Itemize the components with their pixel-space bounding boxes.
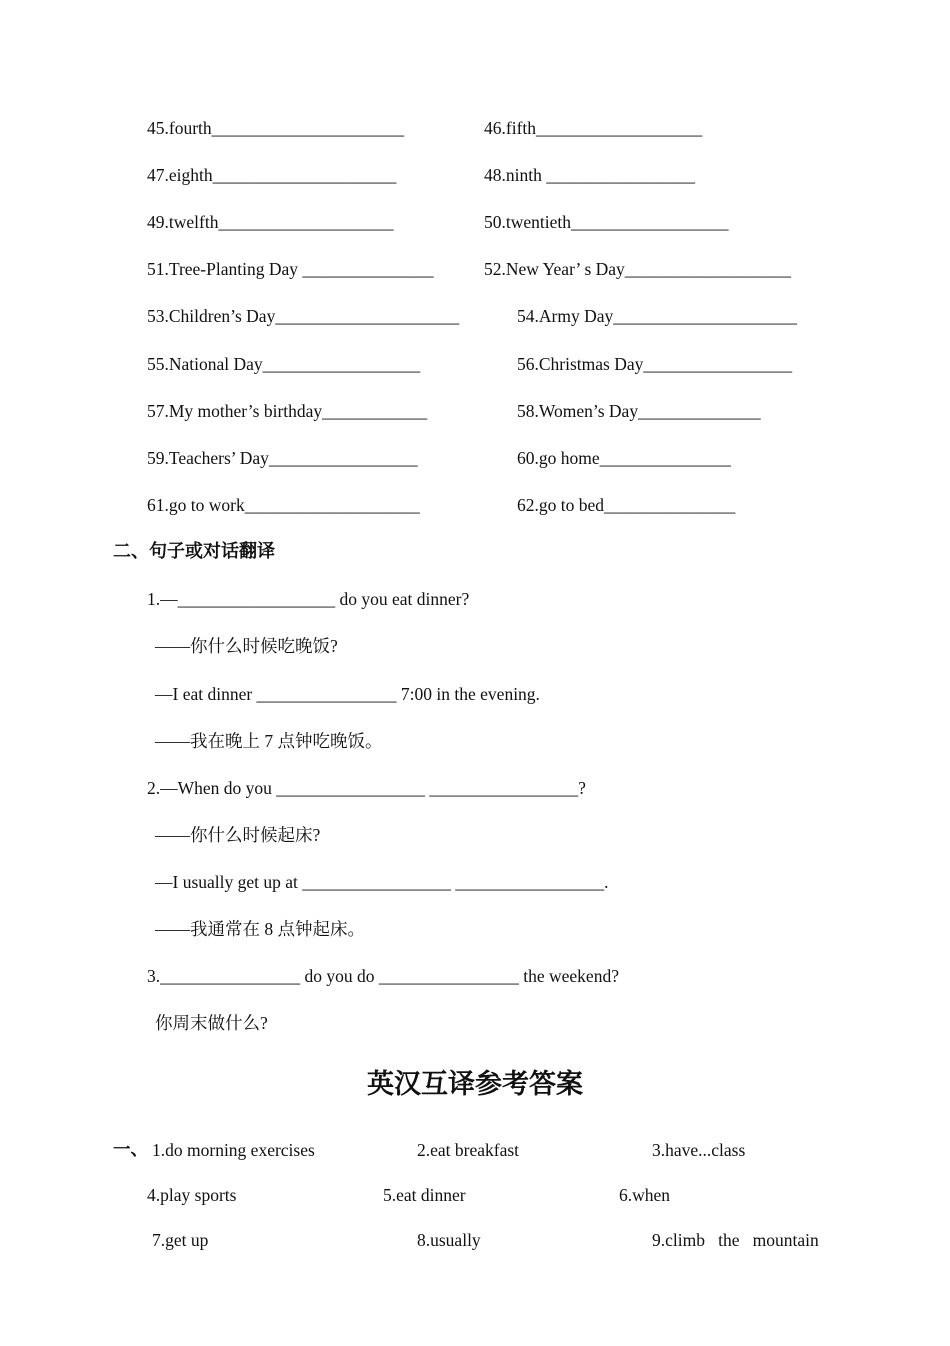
vocab-item-59: 59.Teachers’ Day_________________ [147,448,418,468]
answer-item-2: 2.eat breakfast [417,1140,520,1160]
dialogue-line: ——我通常在 8 点钟起床。 [155,919,365,939]
dialogue-line: 你周末做什么? [155,1013,268,1033]
vocab-item-58: 58.Women’s Day______________ [517,401,761,421]
answer-item-5: 5.eat dinner [383,1185,466,1205]
dialogue-line: ——我在晚上 7 点钟吃晚饭。 [155,731,383,751]
dialogue-line: 1.—__________________ do you eat dinner? [147,589,470,609]
vocab-item-60: 60.go home_______________ [517,448,731,468]
answer-item-8: 8.usually [417,1230,481,1250]
vocab-item-55: 55.National Day__________________ [147,354,421,374]
answer-item-9: 9.climb the mountain [652,1230,819,1250]
dialogue-line: —I eat dinner ________________ 7:00 in the evening. [155,684,540,704]
vocab-item-54: 54.Army Day_____________________ [517,306,797,326]
vocab-item-61: 61.go to work____________________ [147,495,420,515]
answer-item-3: 3.have...class [652,1140,746,1160]
vocab-item-51: 51.Tree-Planting Day _______________ [147,259,434,279]
answer-item-1: 1.do morning exercises [152,1140,315,1160]
vocab-item-50: 50.twentieth__________________ [484,212,729,232]
vocab-item-47: 47.eighth_____________________ [147,165,397,185]
vocab-item-53: 53.Children’s Day_____________________ [147,306,460,326]
vocab-item-52: 52.New Year’ s Day___________________ [484,259,792,279]
vocab-item-56: 56.Christmas Day_________________ [517,354,793,374]
dialogue-line: ——你什么时候起床? [155,825,321,845]
vocab-item-62: 62.go to bed_______________ [517,495,736,515]
answer-item-6: 6.when [619,1185,671,1205]
vocab-item-45: 45.fourth______________________ [147,118,405,138]
dialogue-line: ——你什么时候吃晚饭? [155,636,338,656]
vocab-item-46: 46.fifth___________________ [484,118,703,138]
dialogue-line: 3.________________ do you do ________________ the weekend? [147,966,619,986]
vocab-item-49: 49.twelfth____________________ [147,212,394,232]
dialogue-line: —I usually get up at _________________ _________________. [155,872,609,892]
answer-item-4: 4.play sports [147,1185,237,1205]
answer-item-7: 7.get up [152,1230,209,1250]
answer-section-mark: 一、 [113,1140,148,1160]
answer-key-title: 英汉互译参考答案 [367,1069,583,1100]
vocab-item-57: 57.My mother’s birthday____________ [147,401,428,421]
dialogue-line: 2.—When do you _________________ _________________? [147,778,586,798]
vocab-item-48: 48.ninth _________________ [484,165,695,185]
section-heading: 二、句子或对话翻译 [113,541,275,562]
